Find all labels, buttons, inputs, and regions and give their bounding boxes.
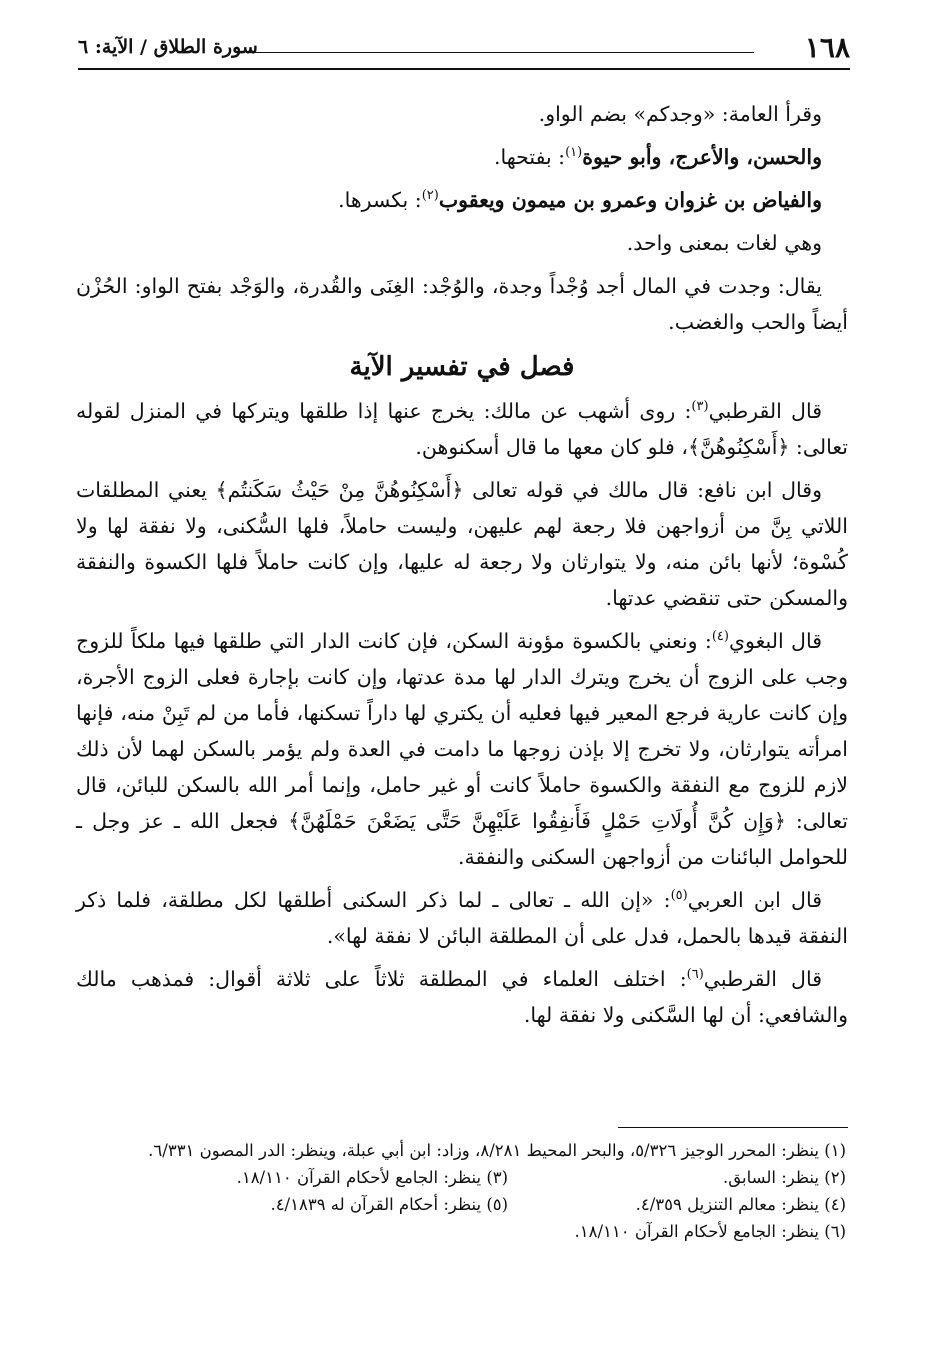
main-text bbox=[76, 96, 848, 1040]
footnote-ref-2[interactable]: (٢) bbox=[421, 188, 439, 204]
paragraph-9-text: : «إن الله ـ تعالى ـ لما ذكر السكنى أطلقها لكل مطلقة، فلما ذكر النفقة قيدها بالحمل، فدل على أن المطلقة البائن لا نفقة لها». bbox=[76, 888, 848, 948]
footnote-ref-3[interactable]: (٣) bbox=[691, 399, 709, 415]
paragraph-5: يقال: وجدت في المال أجد وُجْداً وجدة، والوُجْد: الغِنَى والقُدرة، والوَجْد بفتح الواو: الحُزْن أيضاً والحب والغضب. bbox=[76, 274, 848, 334]
page-number: ١٦٨ bbox=[804, 31, 850, 64]
footnote-ref-4[interactable]: (٤) bbox=[711, 629, 729, 645]
reader-names: والفياض بن غزوان وعمرو بن ميمون ويعقوب bbox=[438, 188, 822, 212]
footnote-ref-1[interactable]: (١) bbox=[565, 145, 583, 161]
footnote-4: (٤) ينظر: معالم التنزيل ٤/٣٥٩. bbox=[635, 1195, 846, 1214]
paragraph-1: وقرأ العامة: «وجدكم» بضم الواو. bbox=[538, 102, 822, 126]
footnote-2: (٢) ينظر: السابق. bbox=[723, 1168, 846, 1187]
paragraph-3-tail: : بكسرها. bbox=[338, 188, 422, 212]
paragraph-4: وهي لغات بمعنى واحد. bbox=[626, 231, 822, 255]
paragraph-10-text: : اختلف العلماء في المطلقة ثلاثاً على ثلاثة أقوال: فمذهب مالك والشافعي: أن لها السَّكنى ولا نفقة لها. bbox=[76, 967, 848, 1027]
paragraph-10-lead: قال القرطبي bbox=[703, 967, 823, 991]
page-header bbox=[78, 30, 850, 70]
reader-names: والحسن، والأعرج، وأبو حيوة bbox=[582, 145, 822, 169]
paragraph-8-text: : ونعني بالكسوة مؤونة السكن، فإن كانت الدار التي طلقها فيها ملكاً للزوج وجب على الزوج أن يخرج ويترك الدار لها مدة عدتها، وإن كانت بإجارة فعلى الزوج الأجرة، وإن كانت عارية فرجع المعير فيها فعليه أن يكتري لها داراً تسكنها، فأما من لم تَبِنْ منه، فإنها امرأته يتوارثان، ولا تخرج إلا بإذن زوجها ما دامت في العدة ولم يؤمر بالسكن لهما لأن ذلك لازم للزوج مع النفقة والكسوة حاملاً كانت أو غير حامل، وإنما أمر الله بالسكن للبائن، قال تعالى: ﴿وَإِن كُنَّ أُولَاتِ حَمْلٍ فَأَنفِقُوا عَلَيْهِنَّ حَتَّى يَضَعْنَ حَمْلَهُنَّ﴾ فجعل الله ـ عز وجل ـ للحوامل البائنات من أزواجهن السكنى والنفقة. bbox=[76, 629, 848, 869]
footnote-1: (١) ينظر: المحرر الوجيز ٥/٣٢٦، والبحر المحيط ٨/٢٨١، وزاد: ابن أبي عبلة، وينظر: الدر المصون ٦/٣٣١. bbox=[148, 1141, 846, 1160]
paragraph-2-tail: : بفتحها. bbox=[493, 145, 566, 169]
paragraph-10 bbox=[76, 961, 848, 1033]
footnote-ref-5[interactable]: (٥) bbox=[670, 888, 688, 904]
footnotes bbox=[78, 1137, 846, 1245]
paragraph-7: وقال ابن نافع: قال مالك في قوله تعالى ﴿أَسْكِنُوهُنَّ مِنْ حَيْثُ سَكَنتُم﴾ يعني المطلقات اللاتي بِنَّ من أزواجهن فلا رجعة لهم عليهن، وليست حاملاً، فلها السُّكنى، ولا نفقة لها ولا كُسْوة؛ لأنها بائن منه، ولا يتوارثان ولا رجعة له عليها، وإن كانت حاملاً فلها الكسوة والنفقة والمسكن حتى تنقضي عدتها. bbox=[76, 478, 848, 610]
footnote-separator bbox=[618, 1127, 848, 1128]
footnote-ref-6[interactable]: (٦) bbox=[686, 967, 704, 983]
footnote-3: (٣) ينظر: الجامع لأحكام القرآن ١٨/١١٠. bbox=[236, 1168, 509, 1187]
running-title: سورة الطلاق / الآية: ٦ bbox=[78, 36, 258, 58]
paragraph-9-lead: قال ابن العربي bbox=[687, 888, 822, 912]
section-heading: فصل في تفسير الآية bbox=[349, 352, 575, 382]
header-rule bbox=[78, 68, 850, 70]
paragraph-6 bbox=[76, 393, 848, 465]
footnote-row bbox=[78, 1191, 846, 1218]
paragraph-6-text: : روى أشهب عن مالك: يخرج عنها إذا طلقها ويتركها في المنزل لقوله تعالى: ﴿أَسْكِنُوهُنَّ﴾، فلو كان معها ما قال أسكنوهن. bbox=[76, 399, 848, 459]
footnote-5: (٥) ينظر: أحكام القرآن له ٤/١٨٣٩. bbox=[270, 1195, 509, 1214]
paragraph-9 bbox=[76, 882, 848, 954]
footnote-row bbox=[78, 1164, 846, 1191]
paragraph-8 bbox=[76, 623, 848, 875]
paragraph-3 bbox=[76, 182, 848, 218]
paragraph-8-lead: قال البغوي bbox=[728, 629, 822, 653]
header-dash-line bbox=[248, 52, 754, 53]
footnote-6: (٦) ينظر: الجامع لأحكام القرآن ١٨/١١٠. bbox=[574, 1222, 846, 1241]
paragraph-6-lead: قال القرطبي bbox=[708, 399, 822, 423]
paragraph-2 bbox=[76, 139, 848, 175]
